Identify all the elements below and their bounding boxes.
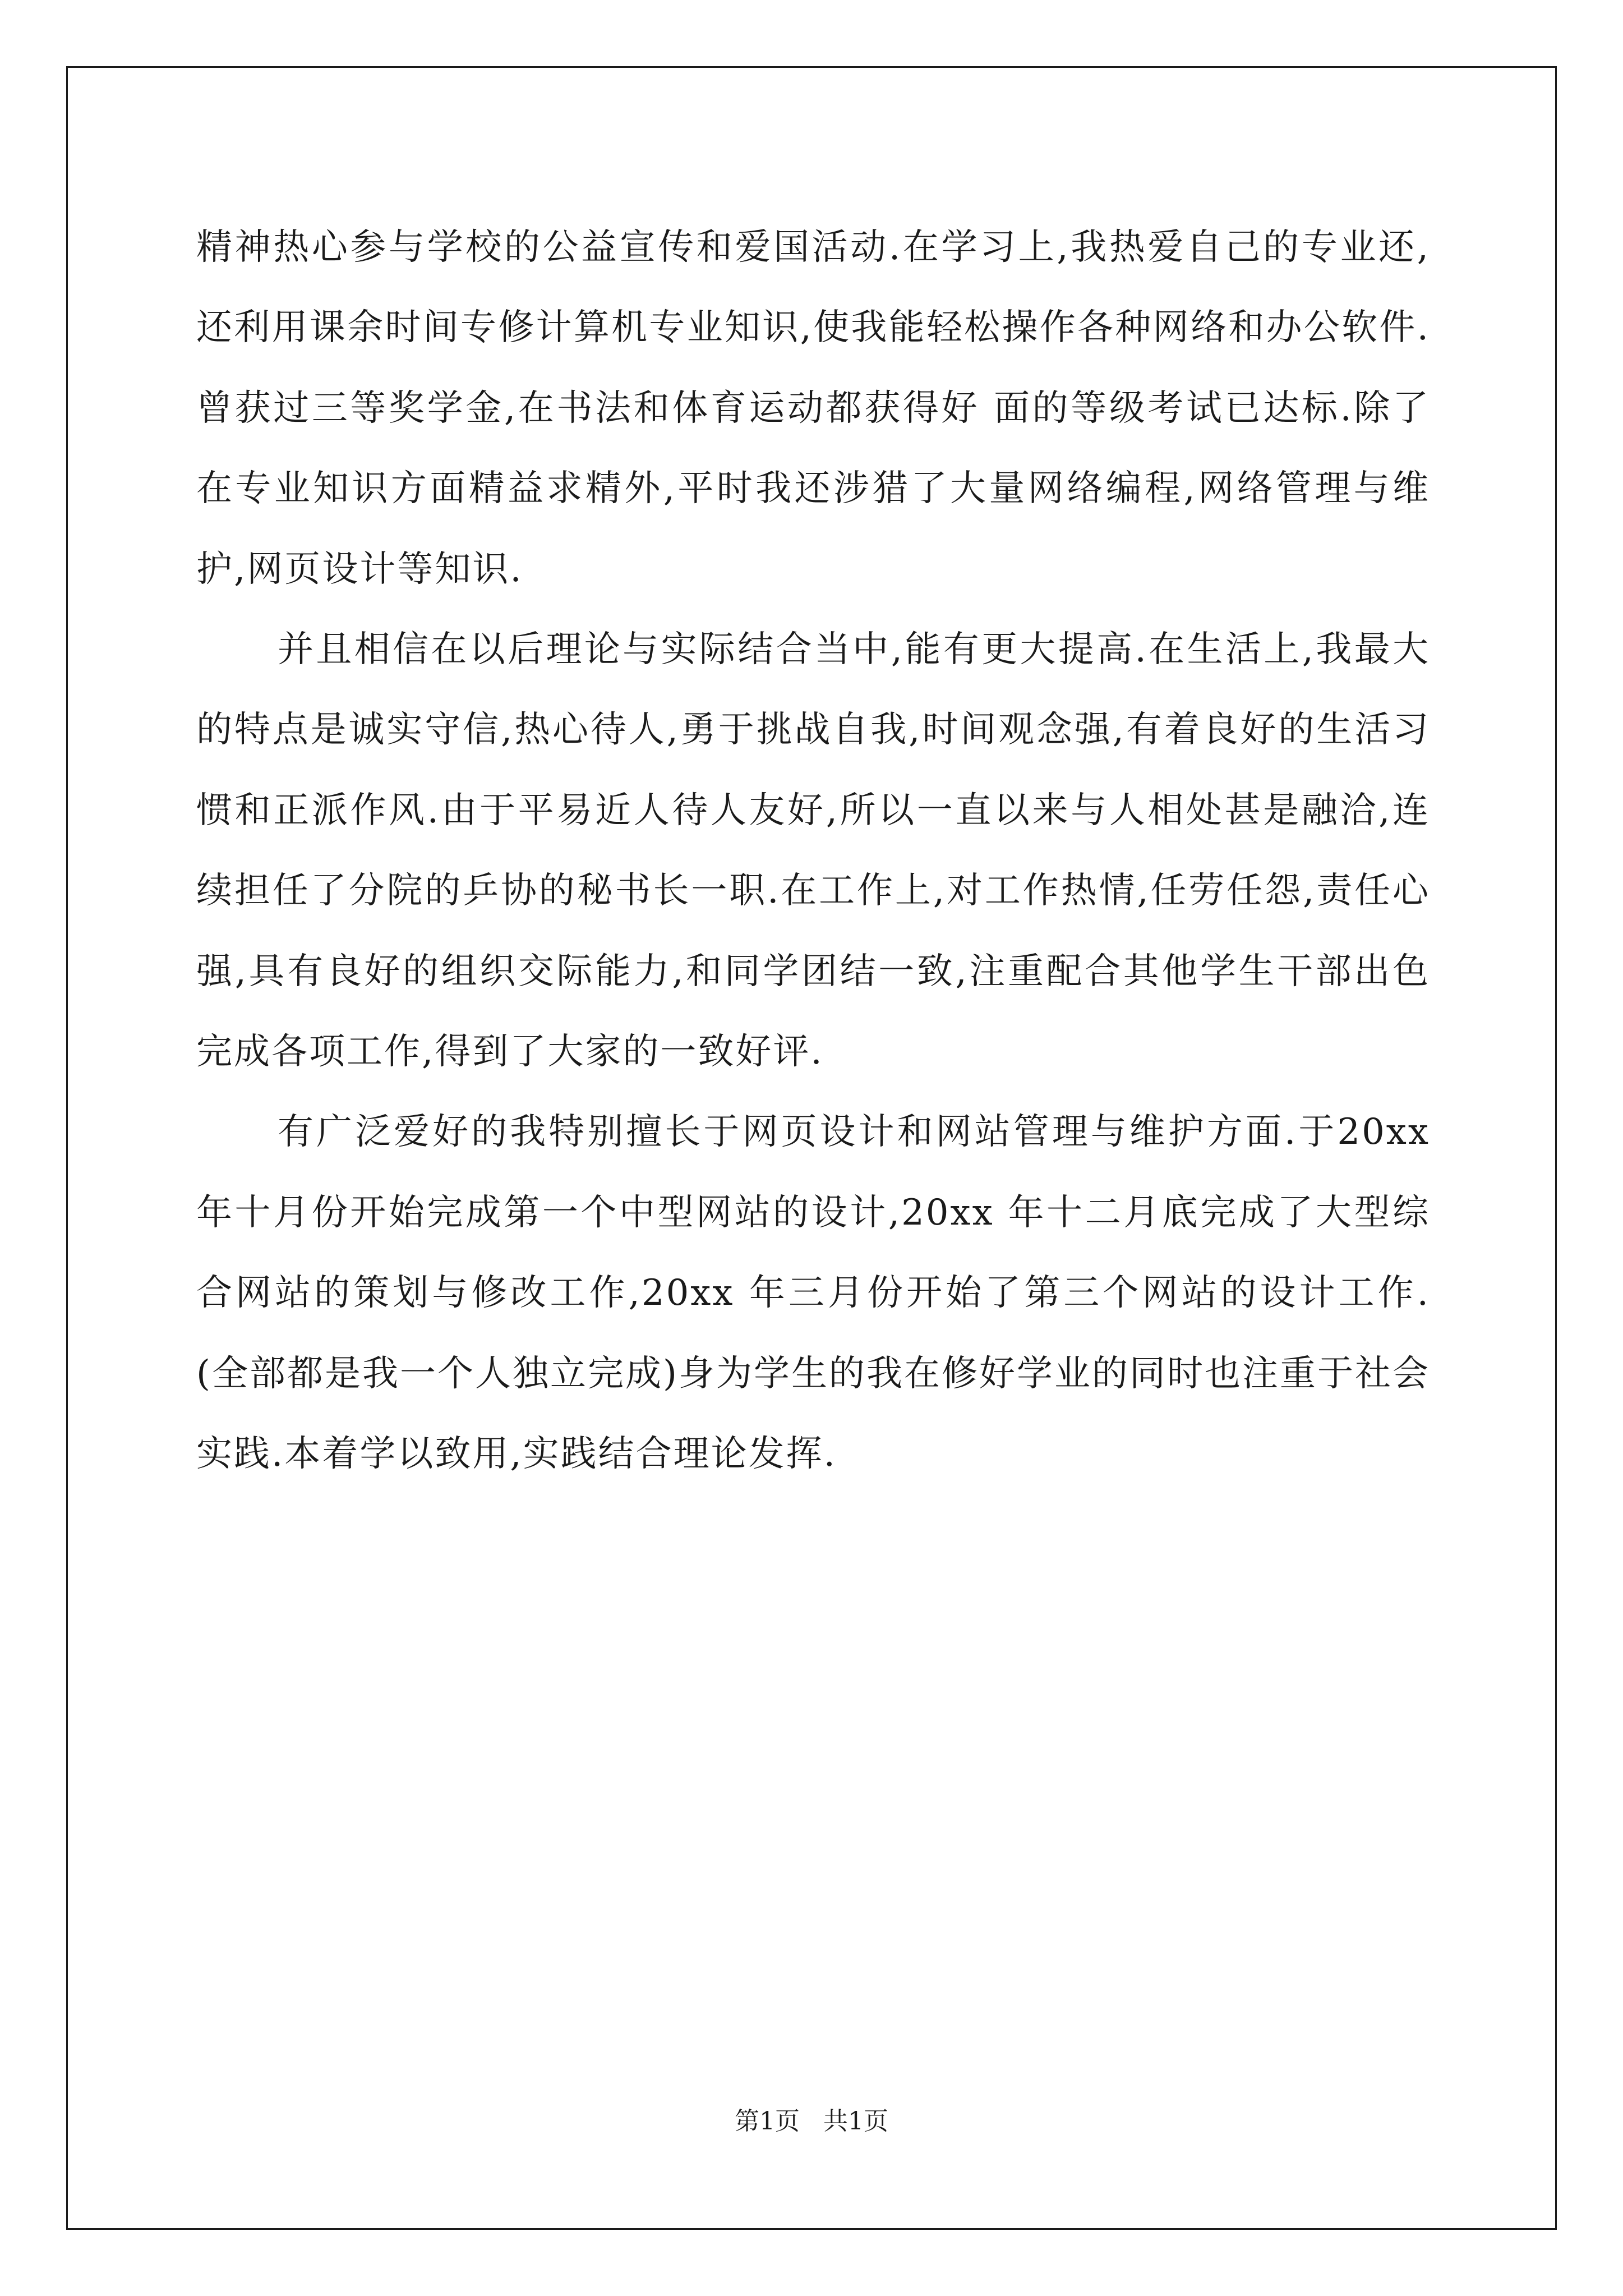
page-footer: 第1页 共1页 — [735, 2107, 888, 2136]
paragraph-3: 有广泛爱好的我特别擅长于网页设计和网站管理与维护方面.于20xx 年十月份开始完成第一个中型网站的设计,20xx 年十二月底完成了大型综合网站的策划与修改工作,20xx 年三月份开始了第三个网站的设计工作.(全部都是我一个人独立完成)身为学生的我在修好学业的同时也注重于社会实践.本着学以致用,实践结合理论发挥. — [196, 1111, 1430, 1475]
document-body — [196, 208, 1430, 1495]
paragraph-2: 并且相信在以后理论与实际结合当中,能有更大提高.在生活上,我最大的特点是诚实守信,热心待人,勇于挑战自我,时间观念强,有着良好的生活习惯和正派作风.由于平易近人待人友好,所以一直以来与人相处甚是融洽,连续担任了分院的乒协的秘书长一职.在工作上,对工作热情,任劳任怨,责任心强,具有良好的组织交际能力,和同学团结一致,注重配合其他学生干部出色完成各项工作,得到了大家的一致好评. — [196, 629, 1430, 1073]
paragraph-1: 精神热心参与学校的公益宣传和爱国活动.在学习上,我热爱自己的专业还,还利用课余时间专修计算机专业知识,使我能轻松操作各种网络和办公软件.曾获过三等奖学金,在书法和体育运动都获得好 面的等级考试已达标.除了在专业知识方面精益求精外,平时我还涉猎了大量网络编程,网络管理与维护,网页设计等知识. — [196, 227, 1430, 590]
